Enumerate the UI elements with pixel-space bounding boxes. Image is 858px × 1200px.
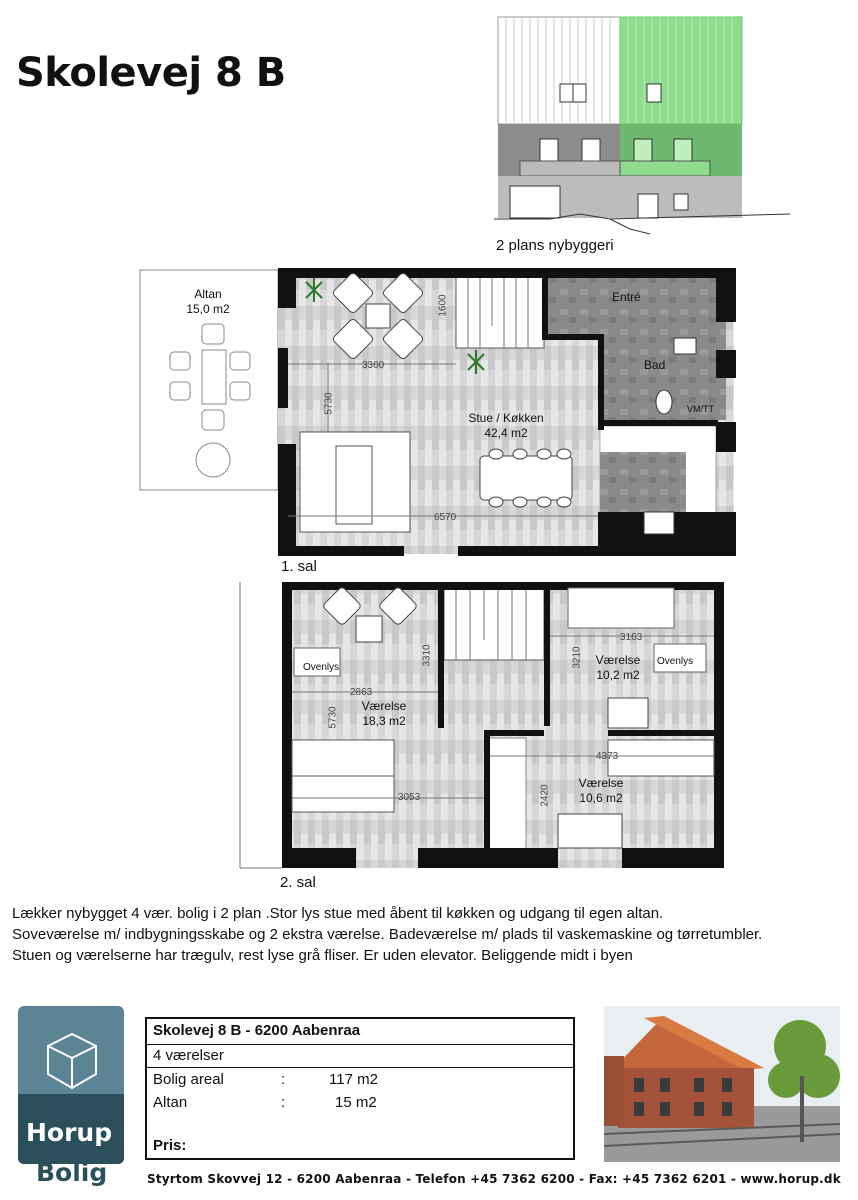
description-line: Lækker nybygget 4 vær. bolig i 2 plan .Stor lys stue med åbent til køkken og udgang til egen altan. xyxy=(12,905,664,922)
info-box xyxy=(145,1017,575,1160)
facade-elevation xyxy=(490,14,802,239)
dimension-label: 3310 xyxy=(421,644,433,667)
room-altan xyxy=(176,287,240,317)
room-vaerelse-1 xyxy=(348,699,420,729)
dimension-label: 3360 xyxy=(362,360,385,371)
room-area: 42,4 m2 xyxy=(484,426,528,440)
room-bad: Bad xyxy=(644,358,666,372)
building-photo xyxy=(604,1006,840,1162)
dimension-label: 6570 xyxy=(434,512,457,523)
horup-logo xyxy=(18,1006,124,1164)
dimension-label: 5730 xyxy=(323,392,335,415)
description-line: Stuen og værelserne har trægulv, rest lyse grå fliser. Er uden elevator. Beliggende midt i byen xyxy=(12,947,633,964)
info-altan-value: 15 m2 xyxy=(335,1094,377,1111)
facade-caption: 2 plans nybyggeri xyxy=(496,237,614,254)
dimension-label: 3053 xyxy=(398,792,421,803)
dimension-label: 5730 xyxy=(327,706,339,729)
info-price-label: Pris: xyxy=(153,1137,187,1154)
room-entre: Entré xyxy=(612,290,641,304)
dimension-label: 1600 xyxy=(437,294,449,317)
description-line: Soveværelse m/ indbygningsskabe og 2 ekstra værelse. Badeværelse m/ plads til vaskemaskine og tørretumbler. xyxy=(12,926,763,943)
room-vaerelse-3 xyxy=(565,776,637,806)
room-name: Altan xyxy=(194,287,222,301)
floor-label: 1. sal xyxy=(281,558,317,575)
dimension-label: 4373 xyxy=(596,751,619,762)
logo-subtext: Bolig xyxy=(36,1158,108,1187)
skylight-label: Ovenlys xyxy=(303,662,340,673)
cube-icon xyxy=(42,1030,102,1092)
room-name: Stue / Køkken xyxy=(468,411,544,425)
room-stue xyxy=(454,411,558,441)
logo-text: Horup xyxy=(26,1118,113,1147)
room-area: 18,3 m2 xyxy=(362,714,406,728)
info-bolig-value: 117 m2 xyxy=(329,1071,378,1088)
page-title: Skolevej 8 B xyxy=(16,50,286,96)
dimension-label: 3210 xyxy=(571,646,583,669)
dimension-label: 3163 xyxy=(620,632,643,643)
info-altan-colon: : xyxy=(281,1094,286,1111)
room-name: Værelse xyxy=(595,653,641,667)
floor-plan-2 xyxy=(238,580,770,870)
skylight-label: Ovenlys xyxy=(657,656,694,667)
room-area: 10,6 m2 xyxy=(579,791,623,805)
room-vaerelse-2 xyxy=(582,653,654,683)
room-name: Værelse xyxy=(578,776,624,790)
room-area: 15,0 m2 xyxy=(186,302,230,316)
description xyxy=(12,903,852,966)
info-header: Skolevej 8 B - 6200 Aabenraa xyxy=(153,1022,361,1039)
dimension-label: 2420 xyxy=(539,784,551,807)
info-bolig-label: Bolig areal xyxy=(153,1071,224,1088)
room-area: 10,2 m2 xyxy=(596,668,640,682)
room-vmtt: VM/TT xyxy=(687,404,714,414)
info-rooms: 4 værelser xyxy=(153,1047,224,1064)
floor-label: 2. sal xyxy=(280,874,316,891)
room-name: Værelse xyxy=(361,699,407,713)
dimension-label: 2863 xyxy=(350,687,373,698)
info-altan-label: Altan xyxy=(153,1094,188,1111)
footer-contact: Styrtom Skovvej 12 - 6200 Aabenraa - Telefon +45 7362 6200 - Fax: +45 7362 6201 - www.horup.dk xyxy=(147,1172,841,1186)
info-bolig-colon: : xyxy=(281,1071,286,1088)
